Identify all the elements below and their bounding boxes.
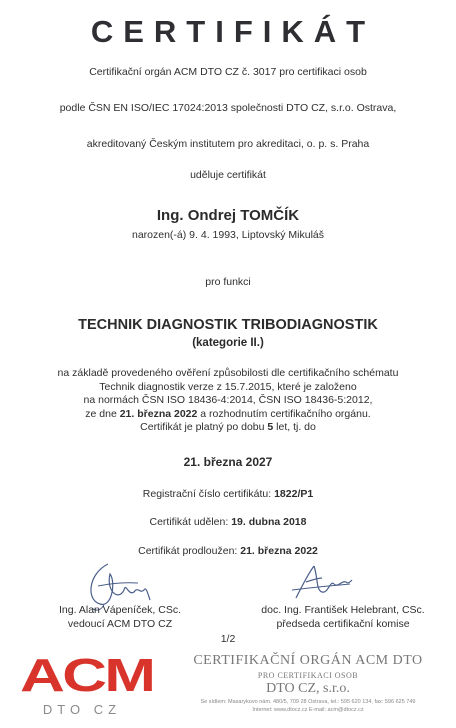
basis-line-4: ze dne 21. března 2022 a rozhodnutím certifikačního orgánu.	[85, 407, 371, 420]
holder-name: Ing. Ondrej TOMČÍK	[156, 207, 300, 224]
basis-line-5: Certifikát je platný po dobu 5 let, tj. do	[140, 421, 316, 433]
extended-date: 21. března 2022	[240, 545, 318, 557]
right-signatory-role: předseda certifikační komise	[276, 618, 410, 630]
acm-logo-subtitle: DTO CZ	[42, 702, 122, 717]
right-signature-image	[288, 560, 358, 604]
basis-line-1: na základě provedeného ověření způsobilosti dle certifikačního schématu	[57, 367, 399, 379]
footer-web: Internet: www.dtocz.cz E-mail: acm@dtocz.cz	[252, 707, 364, 713]
right-signatory	[238, 603, 448, 631]
function-category: (kategorie II.)	[192, 337, 264, 349]
registration-row	[0, 488, 456, 500]
basis-line-3: na normách ČSN ISO 18436-4:2014, ČSN ISO 18436-5:2012,	[83, 394, 373, 406]
intro-line-1: Certifikační orgán ACM DTO CZ č. 3017 pro certifikaci osob	[89, 66, 367, 78]
registration-label: Registrační číslo certifikátu:	[142, 488, 272, 500]
issued-row	[0, 516, 456, 528]
left-signatory-name: Ing. Alan Vápeníček, CSc.	[59, 604, 181, 616]
basis-date: 21. března 2022	[119, 407, 198, 420]
extended-label: Certifikát prodloužen:	[138, 545, 238, 557]
intro-line-2: podle ČSN EN ISO/IEC 17024:2013 společnosti DTO CZ, s.r.o. Ostrava,	[59, 102, 397, 114]
page-number: 1/2	[220, 633, 236, 645]
footer-org-name: CERTIFIKAČNÍ ORGÁN ACM DTO	[193, 653, 423, 668]
registration-number: 1822/P1	[274, 488, 314, 500]
footer-address: Se sídlem: Masarykovo nám. 480/5, 709 28 Ostrava, tel.: 595 620 134, fax: 596 625 749	[200, 699, 416, 705]
certificate-title: CERTIFIKÁT	[90, 14, 376, 49]
issued-label: Certifikát udělen:	[149, 516, 229, 528]
extended-row	[0, 545, 456, 557]
footer-org-sub: PRO CERTIFIKACI OSOB	[257, 671, 359, 680]
left-signatory-role: vedoucí ACM DTO CZ	[67, 618, 173, 630]
for-function: pro funkci	[205, 276, 251, 288]
basis-line-2: Technik diagnostik verze z 15.7.2015, které je založeno	[99, 380, 357, 393]
acm-logo-mark: ACM	[20, 649, 154, 701]
intro-line-4: uděluje certifikát	[190, 169, 266, 181]
acm-logo	[20, 649, 154, 720]
function-title: TECHNIK DIAGNOSTIK TRIBODIAGNOSTIK	[78, 317, 378, 333]
basis-paragraph	[0, 367, 456, 435]
valid-until: 21. března 2027	[183, 455, 273, 469]
validity-years: 5	[267, 421, 274, 433]
right-signatory-name: doc. Ing. František Helebrant, CSc.	[261, 604, 425, 616]
holder-born: narozen(-á) 9. 4. 1993, Liptovský Mikuláš	[131, 229, 324, 241]
issued-date: 19. dubna 2018	[231, 516, 307, 528]
left-signatory	[20, 603, 220, 631]
footer-company: DTO CZ, s.r.o.	[266, 681, 350, 696]
intro-line-3: akreditovaný Českým institutem pro akreditaci, o. p. s. Praha	[86, 138, 370, 150]
